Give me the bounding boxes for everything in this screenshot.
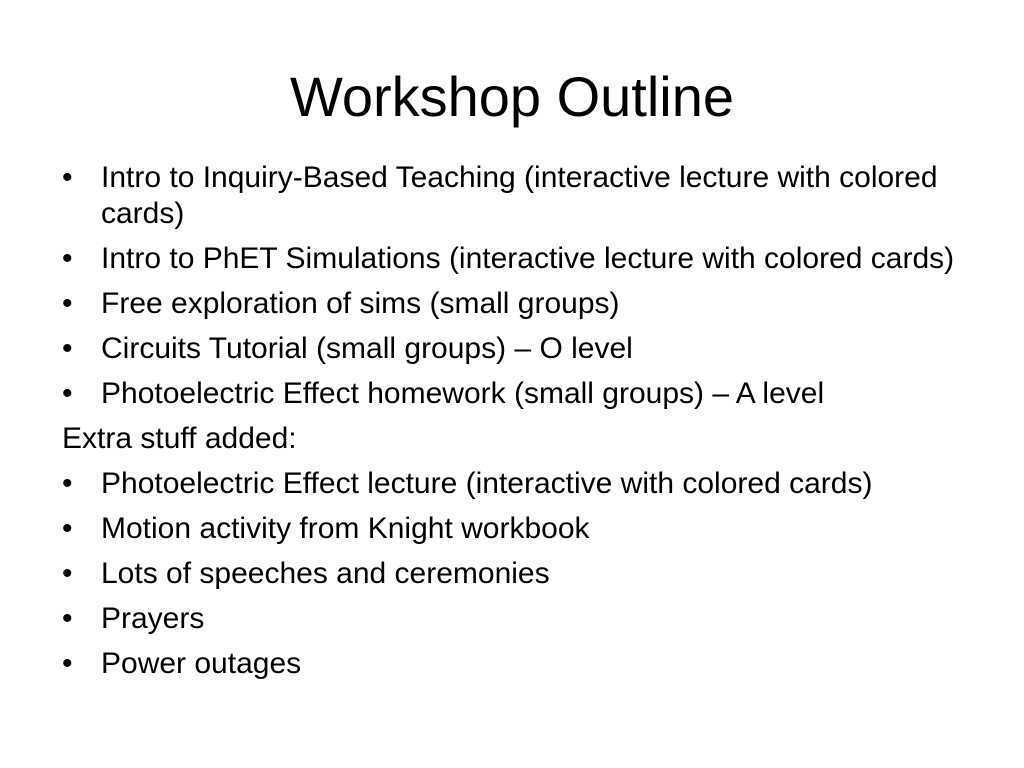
bullet-icon: • xyxy=(62,161,73,194)
extra-section-heading: Extra stuff added: xyxy=(62,422,297,455)
slide-title: Workshop Outline xyxy=(289,65,735,128)
list-item-text: Circuits Tutorial (small groups) – O level xyxy=(101,332,633,365)
bullet-icon: • xyxy=(62,467,73,500)
extra-list xyxy=(62,466,992,682)
list-item xyxy=(62,241,992,277)
list-item xyxy=(62,646,992,682)
list-item-text: Motion activity from Knight workbook xyxy=(101,512,590,545)
outline-list xyxy=(62,160,992,412)
list-item-text: Lots of speeches and ceremonies xyxy=(101,557,550,590)
bullet-icon: • xyxy=(62,512,73,545)
list-item-text: Power outages xyxy=(101,647,302,680)
bullet-icon: • xyxy=(62,332,73,365)
bullet-icon: • xyxy=(62,557,73,590)
list-item xyxy=(62,601,992,637)
list-item-text: Free exploration of sims (small groups) xyxy=(101,287,620,320)
list-item xyxy=(62,466,992,502)
list-item-text: Intro to Inquiry-Based Teaching (interactive lecture with colored cards) xyxy=(101,161,938,230)
list-item xyxy=(62,376,992,412)
list-item xyxy=(62,160,992,232)
bullet-icon: • xyxy=(62,602,73,635)
list-item xyxy=(62,556,992,592)
slide-body xyxy=(62,160,992,691)
list-item xyxy=(62,286,992,322)
list-item-text: Intro to PhET Simulations (interactive lecture with colored cards) xyxy=(101,242,955,275)
list-item-text: Photoelectric Effect lecture (interactive with colored cards) xyxy=(101,467,873,500)
bullet-icon: • xyxy=(62,377,73,410)
list-item-text: Photoelectric Effect homework (small groups) – A level xyxy=(101,377,825,410)
bullet-icon: • xyxy=(62,647,73,680)
bullet-icon: • xyxy=(62,242,73,275)
list-item xyxy=(62,511,992,547)
bullet-icon: • xyxy=(62,287,73,320)
list-item xyxy=(62,331,992,367)
list-item-text: Prayers xyxy=(101,602,205,635)
